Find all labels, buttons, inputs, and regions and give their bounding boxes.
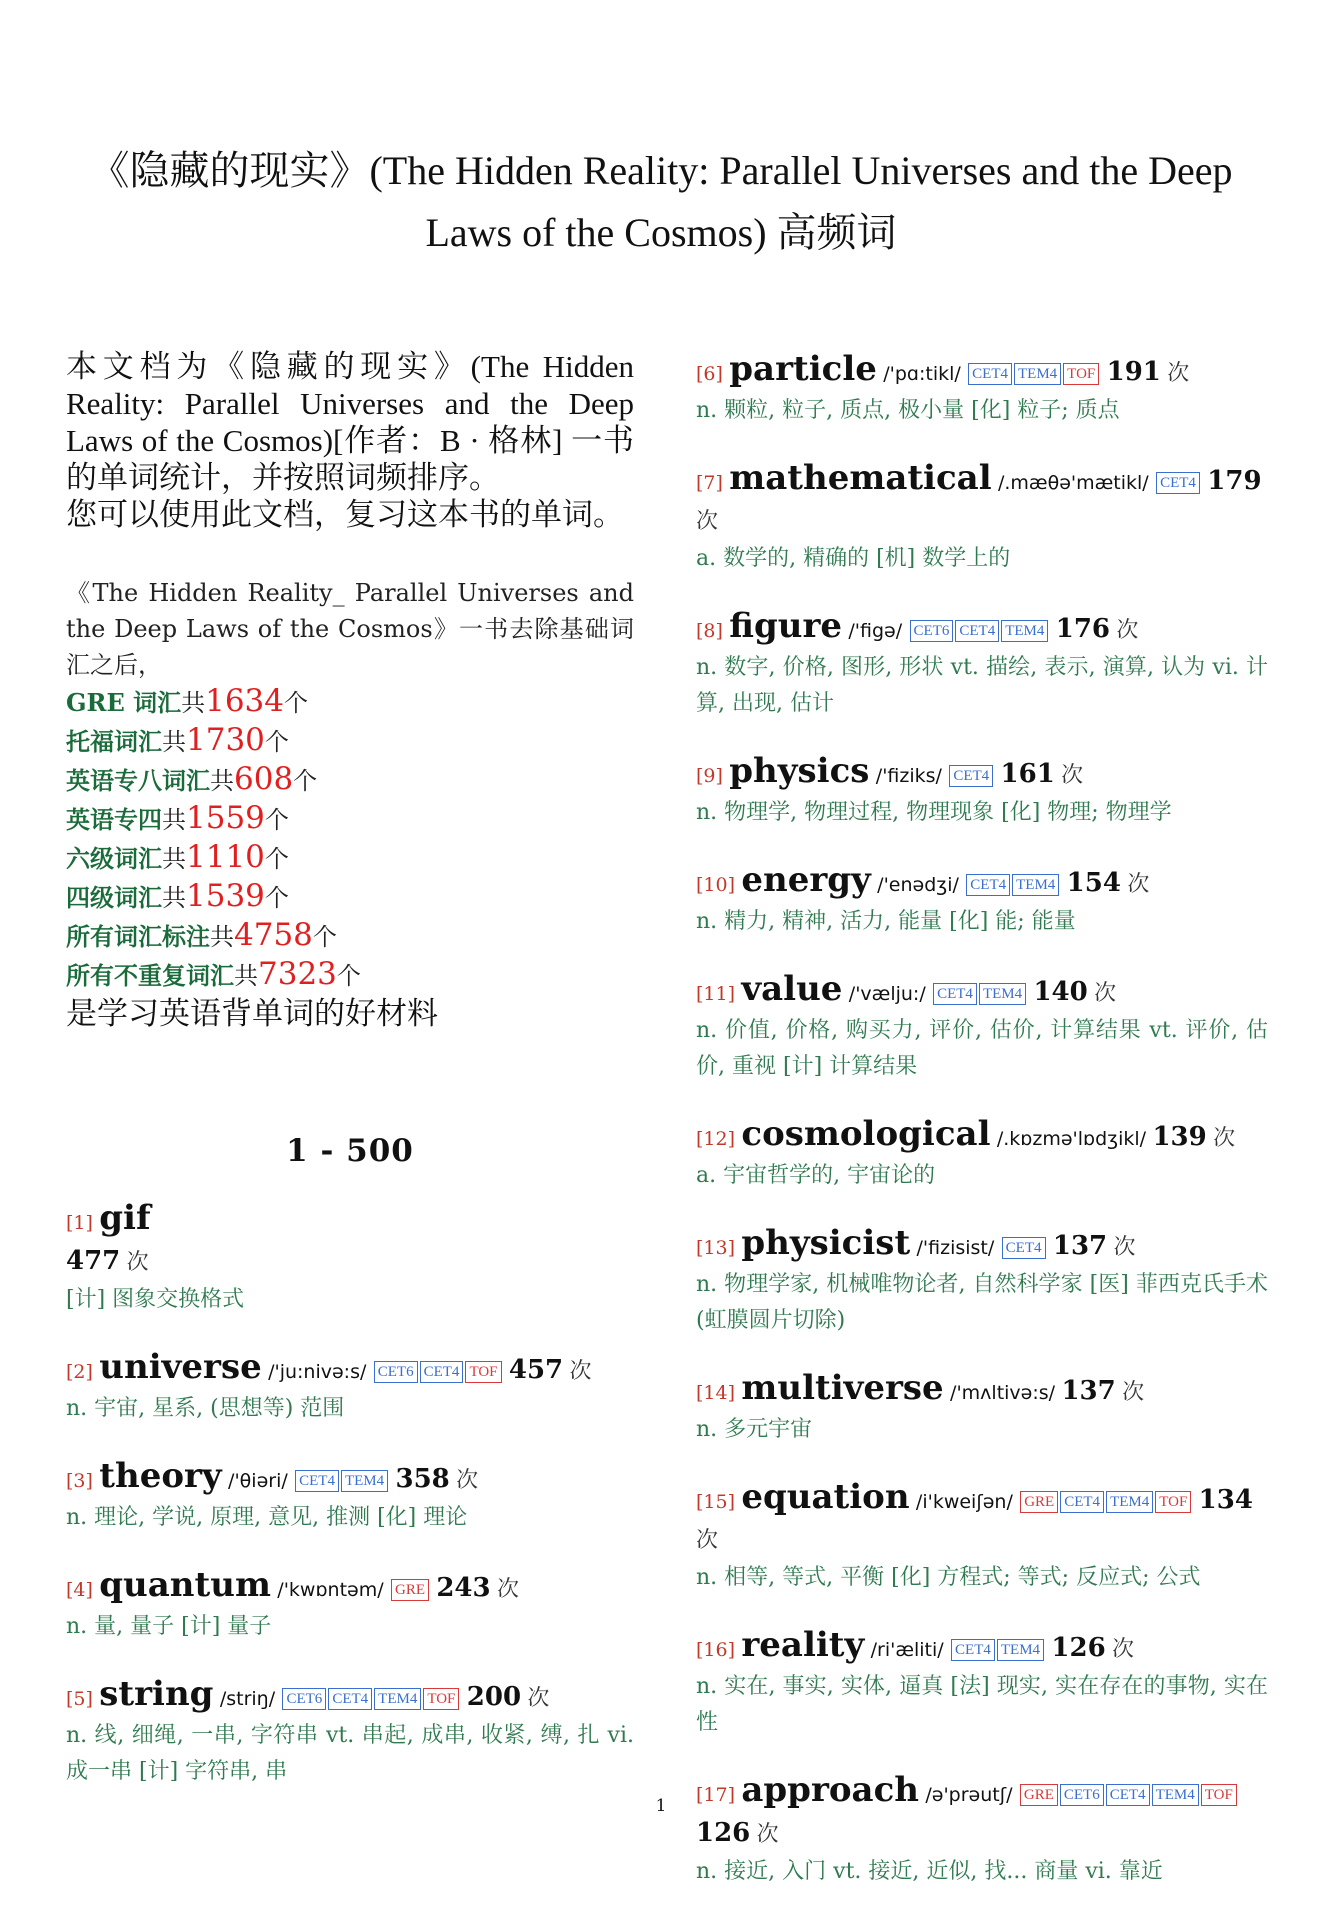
stat-value: 1634 [205, 683, 284, 719]
entry-list-left [66, 1199, 634, 1790]
entry-definition: n. 相等, 等式, 平衡 [化] 方程式; 等式; 反应式; 公式 [696, 1565, 1201, 1590]
stat-mid: 共 [210, 923, 234, 951]
entry-count: 179 [1207, 466, 1262, 496]
entry-word: string [99, 1674, 214, 1714]
entry-word: physics [729, 751, 870, 791]
entry-word: theory [99, 1456, 222, 1496]
entry-definition: n. 实在, 事实, 实体, 逼真 [法] 现实, 实在存在的事物, 实在性 [696, 1674, 1268, 1735]
entry-phonetic: /'enədʒi/ [877, 874, 959, 896]
entry-count: 139 [1152, 1122, 1207, 1152]
entry-tag: TOF [1155, 1491, 1191, 1513]
entry-phonetic: /'fiziks/ [875, 765, 942, 787]
entry-tag: GRE [391, 1579, 429, 1601]
intro-text-2: 您可以使用此文档，复习这本书的单词。 [66, 497, 624, 532]
entry-count-suffix: 次 [1127, 872, 1150, 897]
entry-word: quantum [99, 1565, 271, 1605]
entry-index: [5] [66, 1688, 93, 1710]
entry-index: [9] [696, 765, 723, 787]
stat-label: GRE 词汇 [66, 688, 182, 717]
entry-tag: TEM4 [1001, 620, 1048, 642]
entry-phonetic: /striŋ/ [219, 1688, 276, 1710]
entry-definition: [计] 图象交换格式 [66, 1287, 245, 1312]
stat-mid: 共 [162, 845, 186, 873]
page-number: 1 [655, 1796, 667, 1816]
entry-count-suffix: 次 [126, 1250, 149, 1275]
word-entry [696, 1626, 1268, 1741]
entry-phonetic: /ə'prəutʃ/ [925, 1784, 1013, 1806]
entry-tag: CET6 [910, 620, 954, 642]
entry-definition: a. 宇宙哲学的, 宇宙论的 [696, 1163, 936, 1188]
entry-tag: CET4 [933, 983, 977, 1005]
entry-count-suffix: 次 [756, 1822, 779, 1847]
entry-headline [696, 861, 1268, 904]
entry-definition: n. 精力, 精神, 活力, 能量 [化] 能; 能量 [696, 909, 1076, 934]
entry-tag: CET4 [1060, 1491, 1104, 1513]
entry-tag: TEM4 [979, 983, 1026, 1005]
entry-tag: TEM4 [1106, 1491, 1153, 1513]
entry-tag: TEM4 [1014, 363, 1061, 385]
stat-mid: 共 [210, 767, 234, 795]
entry-count: 191 [1106, 357, 1161, 387]
stat-mid: 共 [181, 689, 206, 717]
entry-index: [13] [696, 1237, 736, 1259]
entry-definition: n. 量, 量子 [计] 量子 [66, 1614, 272, 1639]
range-heading: 1 - 500 [286, 1133, 414, 1169]
stat-mid: 共 [234, 962, 258, 990]
entry-headline [696, 1115, 1268, 1158]
word-entry [696, 1224, 1268, 1339]
stat-label: 四级词汇 [66, 883, 162, 912]
entry-word: approach [741, 1770, 919, 1810]
entry-count: 154 [1066, 868, 1121, 898]
entry-headline [66, 1675, 634, 1718]
entry-headline [696, 752, 1268, 795]
entry-definition: n. 接近, 入门 vt. 接近, 近似, 找... 商量 vi. 靠近 [696, 1859, 1163, 1884]
stat-value: 7323 [258, 956, 337, 992]
entry-index: [4] [66, 1579, 93, 1601]
entry-definition: n. 宇宙, 星系, (思想等) 范围 [66, 1396, 345, 1421]
entry-tag: CET4 [955, 620, 999, 642]
stat-value: 4758 [234, 917, 313, 953]
stat-label: 英语专八词汇 [66, 766, 210, 795]
entry-word: value [741, 969, 843, 1009]
entry-phonetic: /'ju:nivə:s/ [268, 1361, 367, 1383]
intro-text: 本文档为《隐藏的现实》(The Hidden Reality: Parallel Universes and the Deep Laws of the Cosmos)[作者：B · 格林] 一书的单词统计，并按照词频排序。 [66, 349, 634, 495]
entry-tag: GRE [1020, 1784, 1058, 1806]
entry-index: [15] [696, 1491, 736, 1513]
stat-unit: 个 [264, 806, 289, 834]
entry-tag: CET4 [328, 1688, 372, 1710]
entry-count: 200 [466, 1682, 522, 1712]
word-entry [696, 1115, 1268, 1194]
stat-row [66, 761, 634, 800]
entry-list-right [696, 350, 1268, 1890]
stat-unit: 个 [264, 884, 289, 912]
entry-count-suffix: 次 [1061, 763, 1084, 788]
entry-tag: CET4 [420, 1361, 464, 1383]
entry-index: [3] [66, 1470, 93, 1492]
entry-phonetic: /'vælju:/ [848, 983, 926, 1005]
entry-definition: n. 物理学, 物理过程, 物理现象 [化] 物理; 物理学 [696, 800, 1172, 825]
entry-definition: n. 线, 细绳, 一串, 字符串 vt. 串起, 成串, 收紧, 缚, 扎 vi. 成一串 [计] 字符串, 串 [66, 1723, 634, 1784]
entry-tag: TEM4 [997, 1639, 1044, 1661]
page-title: 《隐藏的现实》(The Hidden Reality: Parallel Universes and the Deep Laws of the Cosmos) 高频词 [89, 148, 1233, 255]
entry-headline [66, 1457, 634, 1500]
entry-headline [66, 1348, 634, 1391]
entry-index: [14] [696, 1382, 736, 1404]
stat-unit: 个 [264, 845, 289, 873]
entry-word: physicist [741, 1223, 911, 1263]
entry-tag: CET4 [949, 765, 993, 787]
entry-tag: CET4 [968, 363, 1012, 385]
entry-tag: TOF [423, 1688, 459, 1710]
entry-tag: CET4 [966, 874, 1010, 896]
entry-count: 134 [1198, 1485, 1253, 1515]
entry-word: mathematical [729, 458, 992, 498]
entry-tag: TOF [1063, 363, 1099, 385]
entry-tag: TEM4 [1012, 874, 1059, 896]
entry-phonetic: /'kwɒntəm/ [277, 1579, 384, 1601]
entry-index: [8] [696, 620, 723, 642]
entry-word: particle [729, 349, 877, 389]
stat-row [66, 956, 634, 995]
entry-phonetic: /'θiəri/ [228, 1470, 288, 1492]
entry-index: [17] [696, 1784, 736, 1806]
entry-headline [66, 1199, 634, 1282]
entry-index: [1] [66, 1212, 93, 1234]
entry-word: gif [99, 1198, 151, 1238]
word-entry [696, 459, 1268, 577]
entry-count: 140 [1033, 977, 1088, 1007]
entry-phonetic: /'mʌltivə:s/ [950, 1382, 1056, 1404]
right-column [696, 350, 1268, 1920]
word-entry [66, 1457, 634, 1536]
entry-count: 161 [1000, 759, 1055, 789]
entry-count: 137 [1052, 1231, 1108, 1261]
stat-mid: 共 [162, 728, 186, 756]
stat-row [66, 683, 634, 722]
entry-index: [10] [696, 874, 736, 896]
closing-text: 是学习英语背单词的好材料 [66, 996, 438, 1031]
entry-count-suffix: 次 [1167, 361, 1190, 386]
entry-tag: CET4 [1106, 1784, 1150, 1806]
entry-count-suffix: 次 [496, 1577, 519, 1602]
entry-tag: TOF [465, 1361, 501, 1383]
word-entry [696, 861, 1268, 940]
word-entry [696, 350, 1268, 429]
word-entry [66, 1675, 634, 1790]
stat-label: 所有不重复词汇 [66, 961, 234, 990]
entry-tag: CET4 [1156, 472, 1200, 494]
stat-unit: 个 [264, 728, 289, 756]
entry-tag: CET4 [1002, 1237, 1046, 1259]
entry-tag: TEM4 [374, 1688, 421, 1710]
word-entry [66, 1348, 634, 1427]
entry-index: [12] [696, 1128, 736, 1150]
entry-index: [6] [696, 363, 723, 385]
stat-value: 1730 [186, 722, 265, 758]
entry-tag: GRE [1020, 1491, 1058, 1513]
word-entry [696, 752, 1268, 831]
stat-unit: 个 [336, 962, 361, 990]
word-entry [66, 1199, 634, 1318]
entry-definition: n. 多元宇宙 [696, 1417, 813, 1442]
entry-count-suffix: 次 [1113, 1235, 1136, 1260]
entry-count: 126 [1051, 1633, 1106, 1663]
entry-headline [696, 1224, 1268, 1267]
entry-definition: n. 颗粒, 粒子, 质点, 极小量 [化] 粒子; 质点 [696, 398, 1120, 423]
stat-unit: 个 [312, 923, 337, 951]
entry-count-suffix: 次 [1213, 1126, 1236, 1151]
stat-value: 608 [234, 761, 294, 797]
entry-phonetic: /'pɑ:tikl/ [883, 363, 961, 385]
stat-mid: 共 [162, 806, 186, 834]
entry-headline [696, 1626, 1268, 1669]
stat-label: 英语专四 [66, 805, 162, 834]
word-entry [696, 1369, 1268, 1448]
entry-count: 358 [395, 1464, 450, 1494]
entry-count: 477 [66, 1246, 121, 1276]
entry-phonetic: /ri'æliti/ [870, 1639, 944, 1661]
entry-tag: CET4 [295, 1470, 339, 1492]
left-column [66, 348, 634, 1820]
entry-definition: n. 物理学家, 机械唯物论者, 自然科学家 [医] 菲西克氏手术 (虹膜圆片切除) [696, 1272, 1268, 1333]
word-entry [66, 1566, 634, 1645]
entry-definition: n. 价值, 价格, 购买力, 评价, 估价, 计算结果 vt. 评价, 估价, 重视 [计] 计算结果 [696, 1018, 1268, 1079]
stat-value: 1559 [186, 800, 265, 836]
entry-phonetic: /'figə/ [848, 620, 903, 642]
stat-unit: 个 [293, 767, 318, 795]
stat-value: 1110 [186, 839, 265, 875]
entry-count-suffix: 次 [1094, 981, 1117, 1006]
entry-count: 137 [1061, 1376, 1116, 1406]
entry-count-suffix: 次 [696, 509, 719, 534]
stat-row [66, 878, 634, 917]
entry-count: 176 [1055, 614, 1111, 644]
entry-phonetic: /'fizisist/ [916, 1237, 995, 1259]
entry-word: reality [741, 1625, 865, 1665]
stat-row [66, 917, 634, 956]
entry-tag: TEM4 [1152, 1784, 1199, 1806]
entry-headline [696, 970, 1268, 1013]
word-entry [696, 607, 1268, 722]
entry-tag: TEM4 [341, 1470, 388, 1492]
entry-tag: CET6 [1060, 1784, 1104, 1806]
entry-count-suffix: 次 [456, 1468, 479, 1493]
stat-row [66, 800, 634, 839]
entry-word: cosmological [741, 1114, 991, 1154]
entry-tag: CET6 [282, 1688, 326, 1710]
entry-definition: n. 数字, 价格, 图形, 形状 vt. 描绘, 表示, 演算, 认为 vi. 计算, 出现, 估计 [696, 655, 1268, 716]
entry-headline [696, 1369, 1268, 1412]
entry-tag: CET6 [374, 1361, 418, 1383]
stat-unit: 个 [284, 689, 308, 717]
word-entry [696, 1478, 1268, 1596]
entry-headline [696, 607, 1268, 650]
word-entry [696, 970, 1268, 1085]
entry-headline [696, 1478, 1268, 1560]
entry-phonetic: /.kɒzmə'lɒdʒikl/ [996, 1128, 1147, 1150]
entry-count-suffix: 次 [527, 1686, 550, 1711]
entry-tag: CET4 [951, 1639, 995, 1661]
entry-headline [696, 350, 1268, 393]
stats-list [66, 683, 634, 995]
entry-count-suffix: 次 [569, 1359, 592, 1384]
entry-index: [11] [696, 983, 736, 1005]
stat-label: 所有词汇标注 [66, 922, 210, 951]
entry-count: 457 [508, 1355, 564, 1385]
stat-mid: 共 [162, 884, 186, 912]
entry-index: [16] [696, 1639, 736, 1661]
intro-paragraph [66, 348, 634, 533]
entry-word: figure [729, 606, 843, 646]
entry-headline [696, 459, 1268, 541]
entry-word: equation [741, 1477, 910, 1517]
entry-count-suffix: 次 [1122, 1380, 1145, 1405]
entry-definition: n. 理论, 学说, 原理, 意见, 推测 [化] 理论 [66, 1505, 468, 1530]
word-entry [696, 1771, 1268, 1890]
entry-count: 126 [696, 1818, 751, 1848]
entry-phonetic: /.mæθə'mætikl/ [997, 472, 1149, 494]
entry-headline [66, 1566, 634, 1609]
stat-value: 1539 [186, 878, 265, 914]
entry-word: multiverse [741, 1368, 944, 1408]
entry-word: universe [99, 1347, 262, 1387]
entry-tag: TOF [1201, 1784, 1237, 1806]
entry-phonetic: /i'kweiʃən/ [915, 1491, 1013, 1513]
entry-word: energy [741, 860, 871, 900]
stat-label: 六级词汇 [66, 844, 162, 873]
entry-count-suffix: 次 [696, 1528, 719, 1553]
entry-definition: a. 数学的, 精确的 [机] 数学上的 [696, 546, 1011, 571]
entry-count: 243 [436, 1573, 491, 1603]
summary-text: 《The Hidden Reality_ Parallel Universes and the Deep Laws of the Cosmos》一书去除基础词汇之后， [66, 579, 634, 679]
stat-row [66, 839, 634, 878]
entry-count-suffix: 次 [1116, 618, 1139, 643]
entry-index: [2] [66, 1361, 93, 1383]
stat-label: 托福词汇 [66, 727, 162, 756]
entry-count-suffix: 次 [1112, 1637, 1135, 1662]
stat-row [66, 722, 634, 761]
entry-index: [7] [696, 472, 723, 494]
